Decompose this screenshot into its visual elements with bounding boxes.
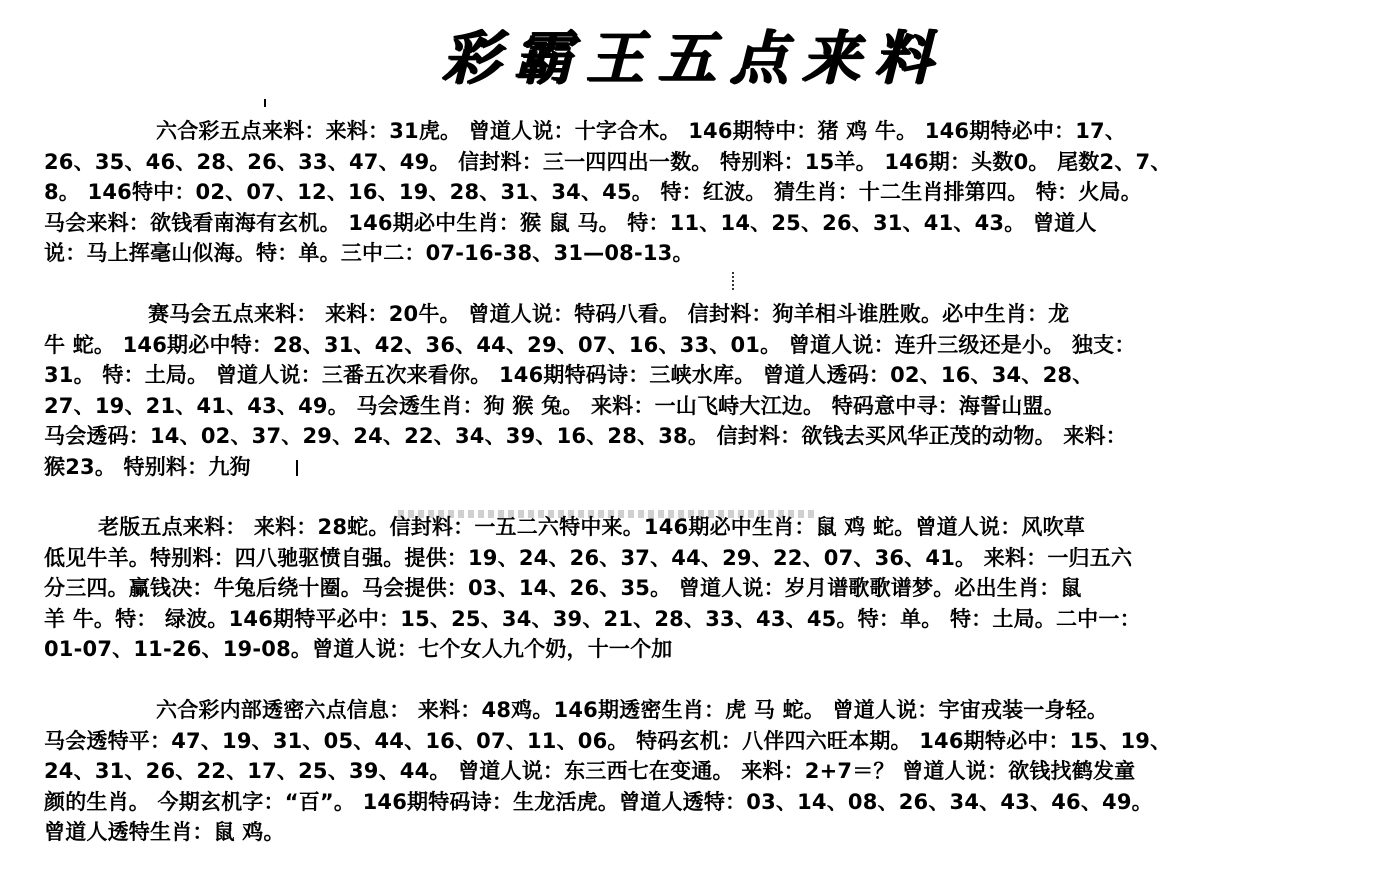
text-line: 27、19、21、41、43、49。 马会透生肖：狗 猴 兔。 来料：一山飞峙大江边。 特码意中寻：海誓山盟。 xyxy=(44,393,1065,418)
text-line: 01-07、11-26、19-08。曾道人说：七个女人九个奶，十一个加 xyxy=(44,637,673,661)
text-line: 马会来料：欲钱看南海有玄机。 146期必中生肖：猴 鼠 马。 特：11、14、25、26、31、41、43。 曾道人 xyxy=(44,210,1097,235)
text-line: 六合彩内部透密六点信息： 来料：48鸡。146期透密生肖：虎 马 蛇。 曾道人说：宇宙戎装一身轻。 xyxy=(156,698,1109,722)
text-line: 24、31、26、22、17、25、39、44。 曾道人说：东三西七在变通。 来料：2+7＝？ 曾道人说：欲钱找鹤发童 xyxy=(44,759,1136,783)
text-line: 马会透码：14、02、37、29、24、22、34、39、16、28、38。 信封料：欲钱去买风华正茂的动物。 来料： xyxy=(44,424,1127,448)
section-laoban-five-point xyxy=(44,512,1356,665)
text-line: 8。 146特中：02、07、12、16、19、28、31、34、45。 特：红波。 猜生肖：十二生肖排第四。 特：火局。 xyxy=(44,180,1142,204)
section-liuhecai-five-point xyxy=(44,116,1356,269)
text-line: 分三四。赢钱决：牛兔后绕十圈。马会提供：03、14、26、35。 曾道人说：岁月谱歌歌谱梦。必出生肖：鼠 xyxy=(44,576,1082,600)
section-saimahui-five-point xyxy=(44,299,1356,482)
text-line: 颜的生肖。 今期玄机字：“百”。 146期特码诗：生龙活虎。曾道人透特：03、14、08、26、34、43、46、49。 xyxy=(44,789,1153,814)
text-line: 老版五点来料： 来料：28蛇。信封料：一五二六特中来。146期必中生肖：鼠 鸡 蛇。曾道人说：风吹草 xyxy=(98,515,1085,539)
text-line: 31。 特：土局。 曾道人说：三番五次来看你。 146期特码诗：三峡水库。 曾道人透码：02、16、34、28、 xyxy=(44,363,1094,387)
scan-dots xyxy=(732,272,736,290)
text-line: 低见牛羊。特别料：四八驰驱愤自强。提供：19、24、26、37、44、29、22、07、36、41。 来料：一归五六 xyxy=(44,545,1133,570)
text-line: 说：马上挥毫山似海。特：单。三中二：07-16-38、31—08-13。 xyxy=(44,241,694,265)
scan-mark xyxy=(264,99,266,107)
text-line: 赛马会五点来料： 来料：20牛。 曾道人说：特码八看。 信封料：狗羊相斗谁胜败。必中生肖：龙 xyxy=(148,302,1070,326)
text-line: 牛 蛇。 146期必中特：28、31、42、36、44、29、07、16、33、01。 曾道人说：连升三级还是小。 独支： xyxy=(44,332,1136,357)
text-line: 六合彩五点来料：来料：31虎。 曾道人说：十字合木。 146期特中：猪 鸡 牛。 146期特必中：17、 xyxy=(156,119,1127,143)
text-line: 26、35、46、28、26、33、47、49。 信封料：三一四四出一数。 特别料：15羊。 146期：头数0。 尾数2、7、 xyxy=(44,149,1172,174)
page-title: 彩霸王五点来料 xyxy=(441,24,946,92)
text-line: 猴23。 特别料：九狗 xyxy=(44,454,251,479)
text-line: 羊 牛。特： 绿波。146期特平必中：15、25、34、39、21、28、33、43、45。特：单。 特：土局。二中一： xyxy=(44,606,1141,631)
text-line: 马会透特平：47、19、31、05、44、16、07、11、06。 特码玄机：八伴四六旺本期。 146期特必中：15、19、 xyxy=(44,728,1172,753)
section-liuhecai-internal-six-point xyxy=(44,695,1356,848)
text-line: 曾道人透特生肖：鼠 鸡。 xyxy=(44,820,285,844)
